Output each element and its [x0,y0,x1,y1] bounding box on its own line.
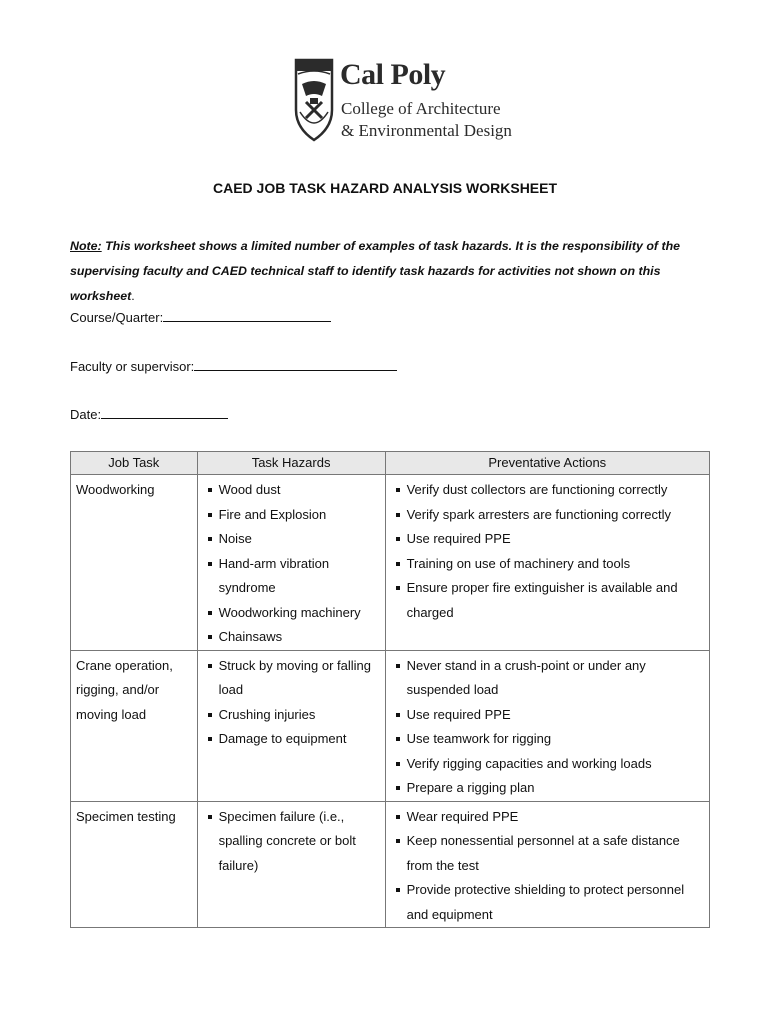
action-item: Keep nonessential personnel at a safe distance from the test [391,829,704,878]
job-task-cell: Woodworking [71,475,198,651]
action-item: Ensure proper fire extinguisher is available and charged [391,576,704,625]
action-item: Use required PPE [391,527,704,552]
hazard-item: Specimen failure (i.e., spalling concrete or bolt failure) [203,805,380,879]
task-hazards-cell [197,650,385,801]
task-hazards-cell [197,475,385,651]
header-preventative-actions: Preventative Actions [385,452,709,475]
action-item: Use teamwork for rigging [391,727,704,752]
action-item: Provide protective shielding to protect personnel and equipment [391,878,704,927]
logo-name: Cal Poly [340,58,446,91]
note-text: This worksheet shows a limited number of examples of task hazards. It is the responsibility of the supervising faculty and CAED technical staff to identify task hazards for activities not shown on this worksheet [70,239,681,303]
action-item: Wear required PPE [391,805,704,830]
course-quarter-blank[interactable] [163,309,331,322]
faculty-supervisor-field [70,358,397,374]
date-blank[interactable] [101,406,228,419]
hazard-item: Hand-arm vibration syndrome [203,552,380,601]
cal-poly-shield-icon [294,58,334,142]
note-end: . [131,289,135,303]
hazard-item: Fire and Explosion [203,503,380,528]
date-field [70,406,228,422]
logo-college-line2: & Environmental Design [341,121,512,140]
header-task-hazards: Task Hazards [197,452,385,475]
job-task-cell: Specimen testing [71,801,198,928]
table-row [71,475,710,651]
worksheet-note [70,234,710,309]
faculty-supervisor-blank[interactable] [194,358,397,371]
course-quarter-label: Course/Quarter: [70,310,164,325]
hazard-item: Crushing injuries [203,703,380,728]
action-item: Never stand in a crush-point or under any suspended load [391,654,704,703]
preventative-actions-cell [385,801,709,928]
job-task-cell: Crane operation, rigging, and/or moving load [71,650,198,801]
logo-college-line1: College of Architecture [341,99,501,118]
hazard-item: Woodworking machinery [203,601,380,626]
table-row [71,650,710,801]
action-item: Training on use of machinery and tools [391,552,704,577]
hazard-item: Chainsaws [203,625,380,650]
header-job-task: Job Task [71,452,198,475]
action-item: Prepare a rigging plan [391,776,704,801]
action-item: Use required PPE [391,703,704,728]
page-title: CAED JOB TASK HAZARD ANALYSIS WORKSHEET [212,180,558,196]
hazard-item: Damage to equipment [203,727,380,752]
action-item: Verify spark arresters are functioning correctly [391,503,704,528]
preventative-actions-cell [385,650,709,801]
faculty-supervisor-label: Faculty or supervisor: [70,359,195,374]
task-hazards-cell [197,801,385,928]
hazard-item: Struck by moving or falling load [203,654,380,703]
table-header-row [71,452,710,475]
table-row [71,801,710,928]
action-item: Verify dust collectors are functioning correctly [391,478,704,503]
date-label: Date: [70,407,102,422]
note-label: Note: [70,239,102,253]
hazard-item: Wood dust [203,478,380,503]
hazard-item: Noise [203,527,380,552]
action-item: Verify rigging capacities and working loads [391,752,704,777]
cal-poly-logo [294,58,512,148]
preventative-actions-cell [385,475,709,651]
hazard-table [70,451,710,928]
course-quarter-field [70,309,331,325]
